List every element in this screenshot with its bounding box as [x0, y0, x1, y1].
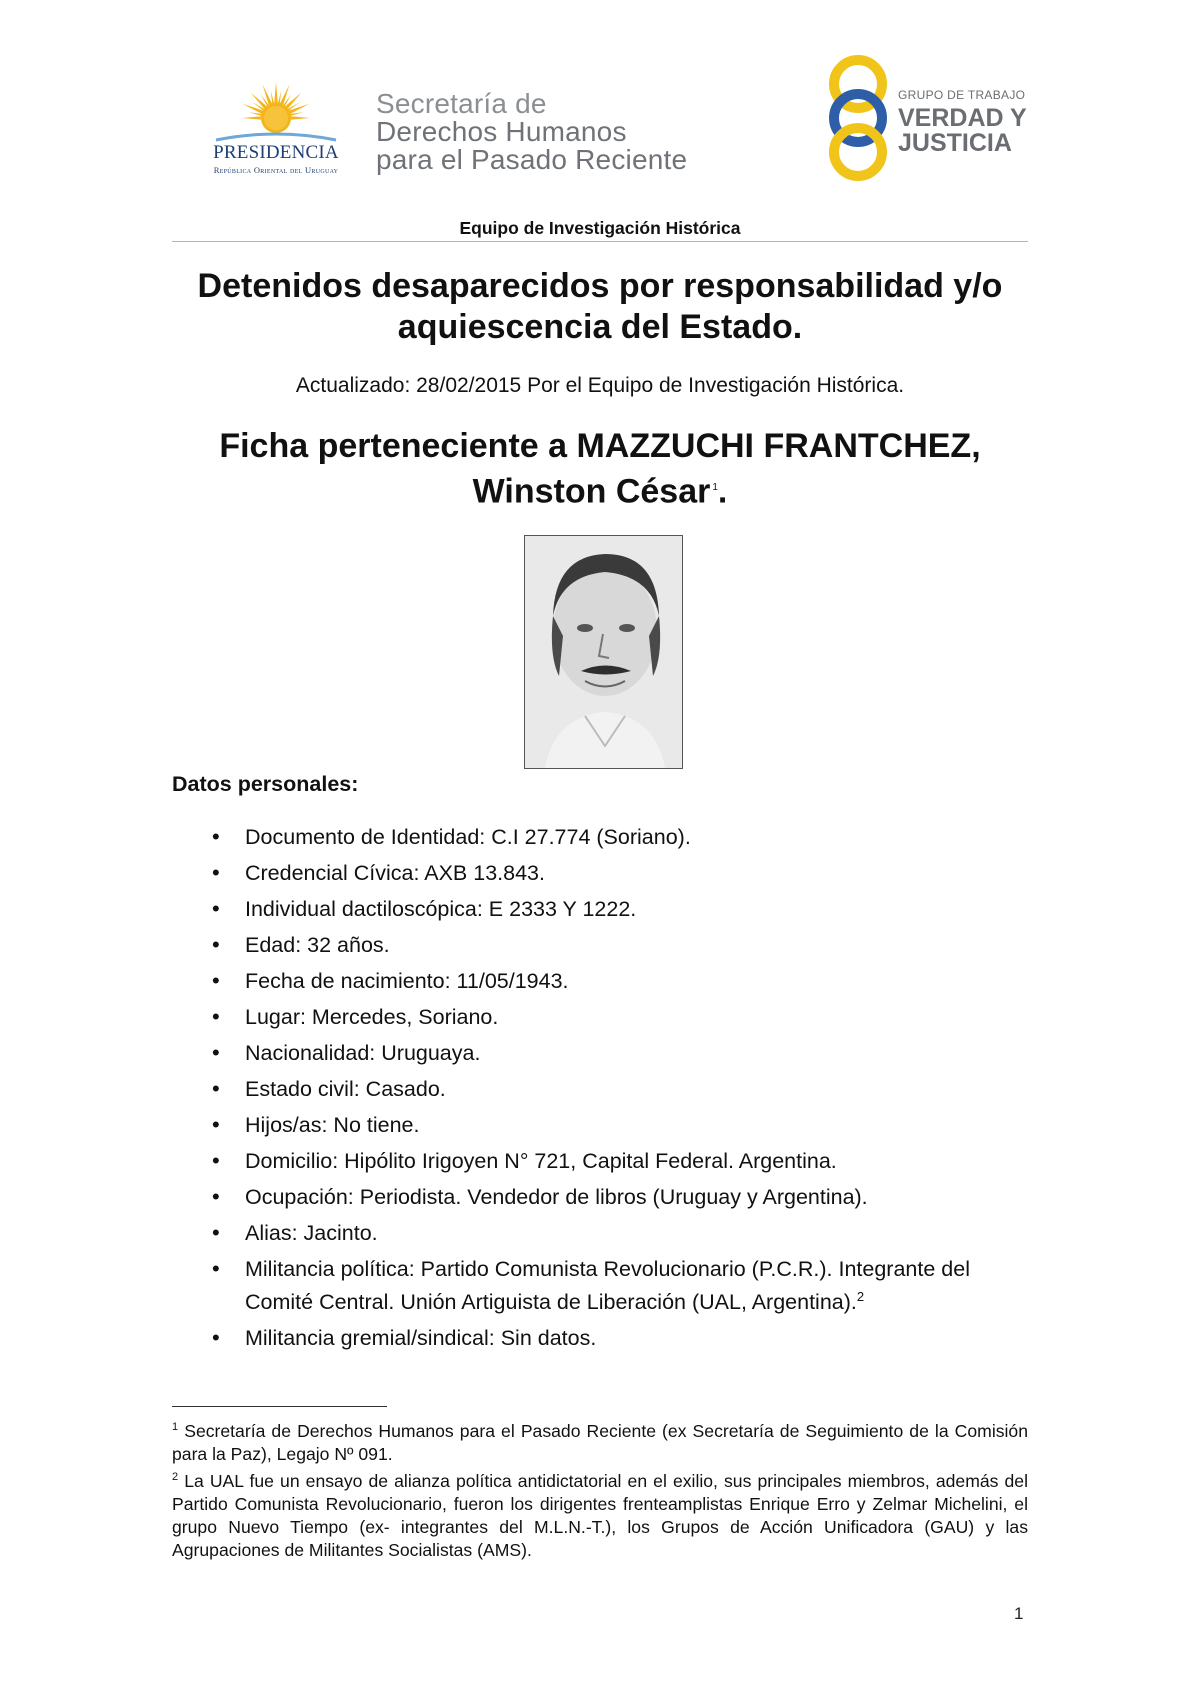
datos-item-ocupacion: Ocupación: Periodista. Vendedor de libros (Uruguay y Argentina).: [245, 1185, 868, 1209]
footnotes: [172, 1416, 1028, 1562]
footnote-ref-1[interactable]: 1: [712, 482, 718, 493]
list-item: [172, 1219, 1032, 1247]
datos-item-nacionalidad: Nacionalidad: Uruguaya.: [245, 1041, 481, 1065]
footnote-divider: [172, 1406, 387, 1407]
list-item: [172, 823, 1032, 851]
section-header: Equipo de Investigación Histórica: [459, 218, 741, 238]
datos-item-credencial: Credencial Cívica: AXB 13.843.: [245, 861, 545, 885]
secretaria-line-3: para el Pasado Reciente: [376, 144, 688, 175]
gtvj-small-label: GRUPO DE TRABAJO: [898, 88, 1026, 102]
interlinked-rings-icon: [822, 54, 894, 182]
datos-item-hijos: Hijos/as: No tiene.: [245, 1113, 420, 1137]
datos-item-estado-civil: Estado civil: Casado.: [245, 1077, 446, 1101]
footnote-1: [172, 1416, 1028, 1466]
secretaria-line-2: Derechos Humanos: [376, 116, 627, 147]
list-item: [172, 1039, 1032, 1067]
footnote-1-ref: 1: [172, 1421, 179, 1433]
gtvj-line-2: JUSTICIA: [898, 129, 1012, 157]
datos-item-domicilio: Domicilio: Hipólito Irigoyen N° 721, Capital Federal. Argentina.: [245, 1149, 837, 1173]
list-item: [172, 1324, 1032, 1352]
sun-emblem-icon: [196, 80, 356, 142]
list-item: [172, 1183, 1032, 1211]
footnote-1-text: Secretaría de Derechos Humanos para el Pasado Reciente (ex Secretaría de Seguimiento de la Comisión para la Paz), Legajo Nº 091.: [172, 1420, 1029, 1464]
presidencia-name: PRESIDENCIA: [213, 142, 339, 163]
portrait-photo: [524, 535, 683, 769]
secretaria-line-1: Secretaría de: [376, 88, 547, 119]
page-title: Detenidos desaparecidos por responsabilidad y/o aquiescencia del Estado.: [197, 267, 1003, 346]
gtvj-line-1: VERDAD Y: [898, 104, 1027, 132]
verdad-justicia-logo: [822, 54, 1032, 182]
list-item: [172, 1111, 1032, 1139]
presidencia-logo: [196, 80, 356, 180]
datos-item-edad: Edad: 32 años.: [245, 933, 390, 957]
datos-item-nacimiento: Fecha de nacimiento: 11/05/1943.: [245, 969, 569, 993]
footnote-2-text: La UAL fue un ensayo de alianza política antidictatorial en el exilio, sus principales miembros, además del Partido Comunista Revolucionario, fueron los dirigentes frenteamplistas Enrique Erro y Zelmar Michelini, el grupo Nuevo Tiempo (ex- integrantes del M.L.N.-T.), los Grupos de Acción Unificadora (GAU) y las Agrupaciones de Militantes Socialistas (AMS).: [172, 1470, 1028, 1560]
list-item: [172, 1075, 1032, 1103]
list-item: [172, 895, 1032, 923]
presidencia-subtitle: República Oriental del Uruguay: [213, 165, 339, 175]
list-item: [172, 1147, 1032, 1175]
datos-heading: Datos personales:: [172, 772, 359, 796]
list-item: [172, 859, 1032, 887]
datos-item-documento: Documento de Identidad: C.I 27.774 (Soriano).: [245, 825, 691, 849]
footnote-2-ref: 2: [172, 1470, 179, 1483]
list-item: [172, 1255, 1032, 1316]
ficha-title-text: Ficha perteneciente a MAZZUCHI FRANTCHEZ, Winston César: [219, 427, 981, 511]
footnote-2: [172, 1466, 1028, 1562]
datos-list: [172, 823, 1032, 1360]
list-item: [172, 931, 1032, 959]
footnote-ref-2[interactable]: 2: [856, 1289, 865, 1304]
datos-item-militancia-politica: Militancia política: Partido Comunista Revolucionario (P.C.R.). Integrante del Comité Central. Unión Artiguista de Liberación (UAL, Argentina).: [245, 1257, 970, 1315]
datos-item-alias: Alias: Jacinto.: [245, 1221, 378, 1245]
updated-line: Actualizado: 28/02/2015 Por el Equipo de Investigación Histórica.: [295, 374, 905, 397]
datos-item-dactiloscopica: Individual dactiloscópica: E 2333 Y 1222.: [245, 897, 637, 921]
header-divider: [172, 241, 1028, 242]
ficha-title: Ficha perteneciente a MAZZUCHI FRANTCHEZ, Winston César $^1$.: [219, 427, 981, 511]
portrait-image: [525, 536, 682, 768]
datos-item-lugar: Lugar: Mercedes, Soriano.: [245, 1005, 499, 1029]
list-item: [172, 967, 1032, 995]
page-number: 1: [1014, 1604, 1024, 1623]
secretaria-logo-text: [376, 90, 706, 174]
datos-item-militancia-gremial: Militancia gremial/sindical: Sin datos.: [245, 1326, 597, 1351]
list-item: [172, 1003, 1032, 1031]
